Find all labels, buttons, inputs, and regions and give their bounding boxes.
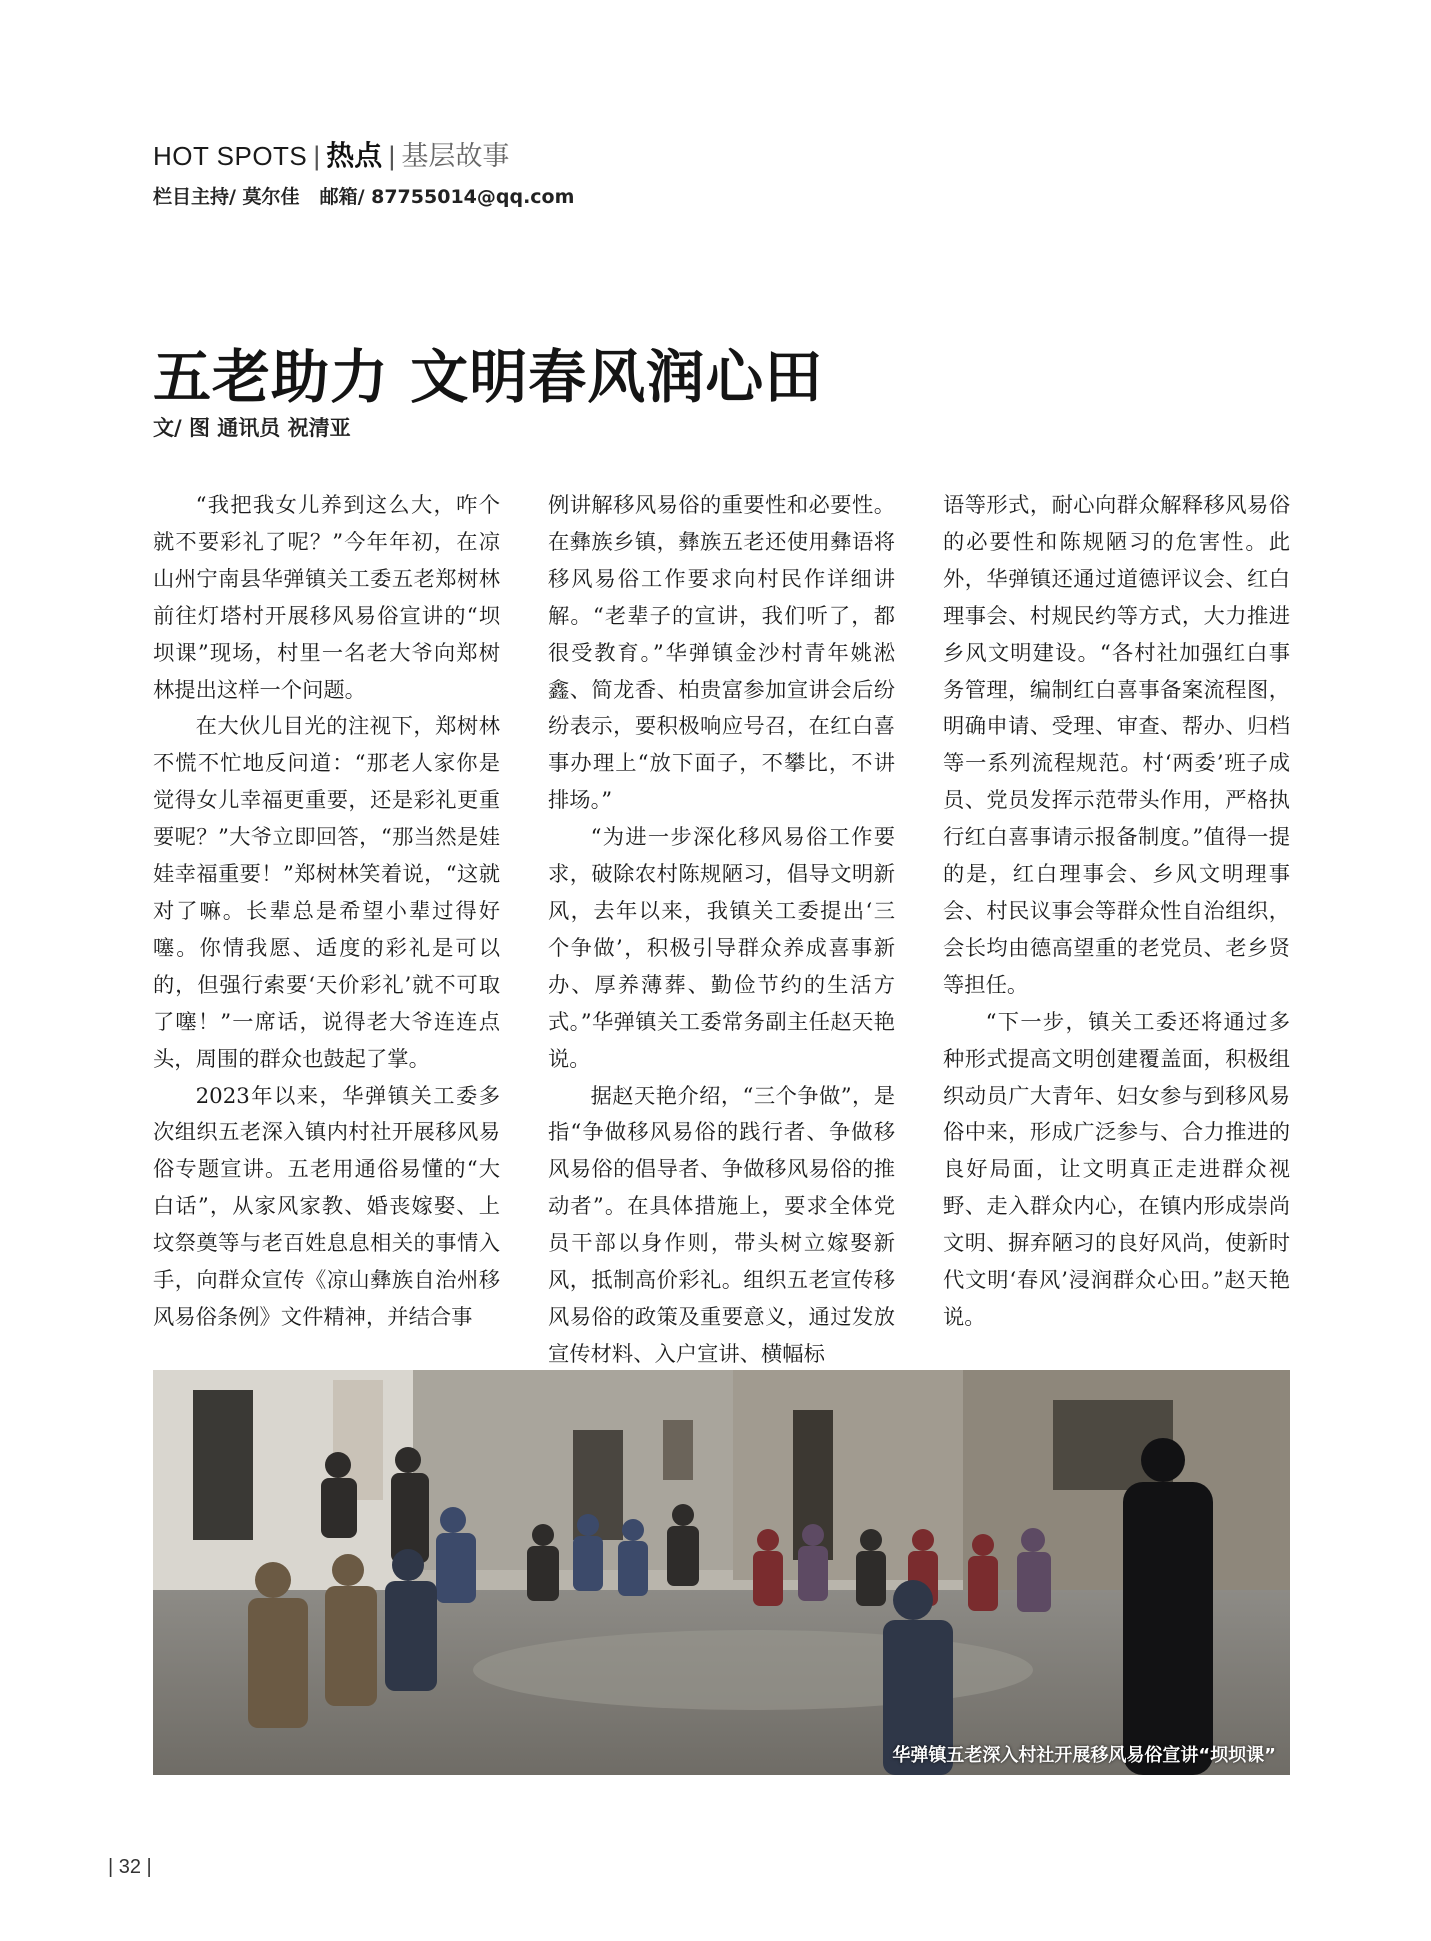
section-label-en: HOT SPOTS: [153, 141, 308, 171]
column-header: [153, 134, 594, 209]
paragraph-continued: 例讲解移风易俗的重要性和必要性。在彝族乡镇，彝族五老还使用彝语将移风易俗工作要求向村民作详细讲解。“老辈子的宣讲，我们听了，都很受教育。”华弹镇金沙村青年姚淞鑫、简龙香、柏贵富参加宣讲会后纷纷表示，要积极响应号召，在红白喜事办理上“放下面子，不攀比，不讲排场。”: [548, 493, 895, 814]
paragraph: 据赵天艳介绍，“三个争做”，是指“争做移风易俗的践行者、争做移风易俗的倡导者、争做移风易俗的推动者”。在具体措施上，要求全体党员干部以身作则，带头树立嫁娶新风，抵制高价彩礼。组织五老宣传移风易俗的政策及重要意义，通过发放宣传材料、入户宣讲、横幅标: [548, 1083, 895, 1367]
paragraph-continued: 语等形式，耐心向群众解释移风易俗的必要性和陈规陋习的危害性。此外，华弹镇还通过道德评议会、红白理事会、村规民约等方式，大力推进乡风文明建设。“各村社加强红白事务管理，编制红白喜事备案流程图，明确申请、受理、审查、帮办、归档等一系列流程规范。村‘两委’班子成员、党员发挥示范带头作用，严格执行红白喜事请示报备制度。”值得一提的是，红白理事会、乡风文明理事会、村民议事会等群众性自治组织，会长均由德高望重的老党员、老乡贤等担任。: [943, 493, 1290, 998]
photo-illustration: [153, 1370, 1290, 1775]
article-body: [153, 488, 1290, 1367]
paragraph: 在大伙儿目光的注视下，郑树林不慌不忙地反问道：“那老人家你是觉得女儿幸福更重要，还是彩礼更重要呢？”大爷立即回答，“那当然是娃娃幸福重要！”郑树林笑着说，“这就对了嘛。长辈总是希望小辈过得好噻。你情我愿、适度的彩礼是可以的，但强行索要‘天价彩礼’就不可取了噻！”一席话，说得老大爷连连点头，周围的群众也鼓起了掌。: [153, 714, 500, 1072]
page-number: | 32 |: [108, 1856, 152, 1878]
text-column-1: [153, 488, 500, 1338]
paragraph: “为进一步深化移风易俗工作要求，破除农村陈规陋习，倡导文明新风，去年以来，我镇关工委提出‘三个争做’，积极引导群众养成喜事新办、厚养薄葬、勤俭节约的生活方式。”华弹镇关工委常务副主任赵天艳说。: [548, 825, 895, 1072]
separator: |: [313, 141, 321, 171]
paragraph: 2023年以来，华弹镇关工委多次组织五老深入镇内村社开展移风易俗专题宣讲。五老用通俗易懂的“大白话”，从家风家教、婚丧嫁娶、上坟祭奠等与老百姓息息相关的事情入手，向群众宣传《凉山彝族自治州移风易俗条例》文件精神，并结合事: [153, 1083, 500, 1330]
text-column-2: [548, 488, 895, 1367]
article-byline: 文/ 图 通讯员 祝清亚: [153, 416, 351, 440]
section-label-cn: 热点: [326, 139, 383, 172]
separator: |: [388, 141, 396, 171]
article-photo: [153, 1370, 1290, 1775]
editor-info: [153, 182, 594, 209]
paragraph: “我把我女儿养到这么大，咋个就不要彩礼了呢？”今年年初，在凉山州宁南县华弹镇关工委五老郑树林前往灯塔村开展移风易俗宣讲的“坝坝课”现场，村里一名老大爷向郑树林提出这样一个问题。: [153, 493, 500, 703]
paragraph: “下一步，镇关工委还将通过多种形式提高文明创建覆盖面，积极组织动员广大青年、妇女参与到移风易俗中来，形成广泛参与、合力推进的良好局面，让文明真正走进群众视野、走入群众内心，在镇内形成崇尚文明、摒弃陋习的良好风尚，使新时代文明‘春风’浸润群众心田。”赵天艳说。: [943, 1009, 1290, 1330]
column-editor: 栏目主持/ 莫尔佳: [153, 186, 300, 208]
photo-caption: 华弹镇五老深入村社开展移风易俗宣讲“坝坝课”: [892, 1745, 1276, 1766]
subsection-label: 基层故事: [401, 141, 510, 172]
article-title: 五老助力 文明春风润心田: [153, 343, 824, 411]
text-column-3: [943, 488, 1290, 1338]
editor-email: 邮箱/ 87755014@qq.com: [319, 186, 575, 208]
section-line: [153, 134, 594, 174]
